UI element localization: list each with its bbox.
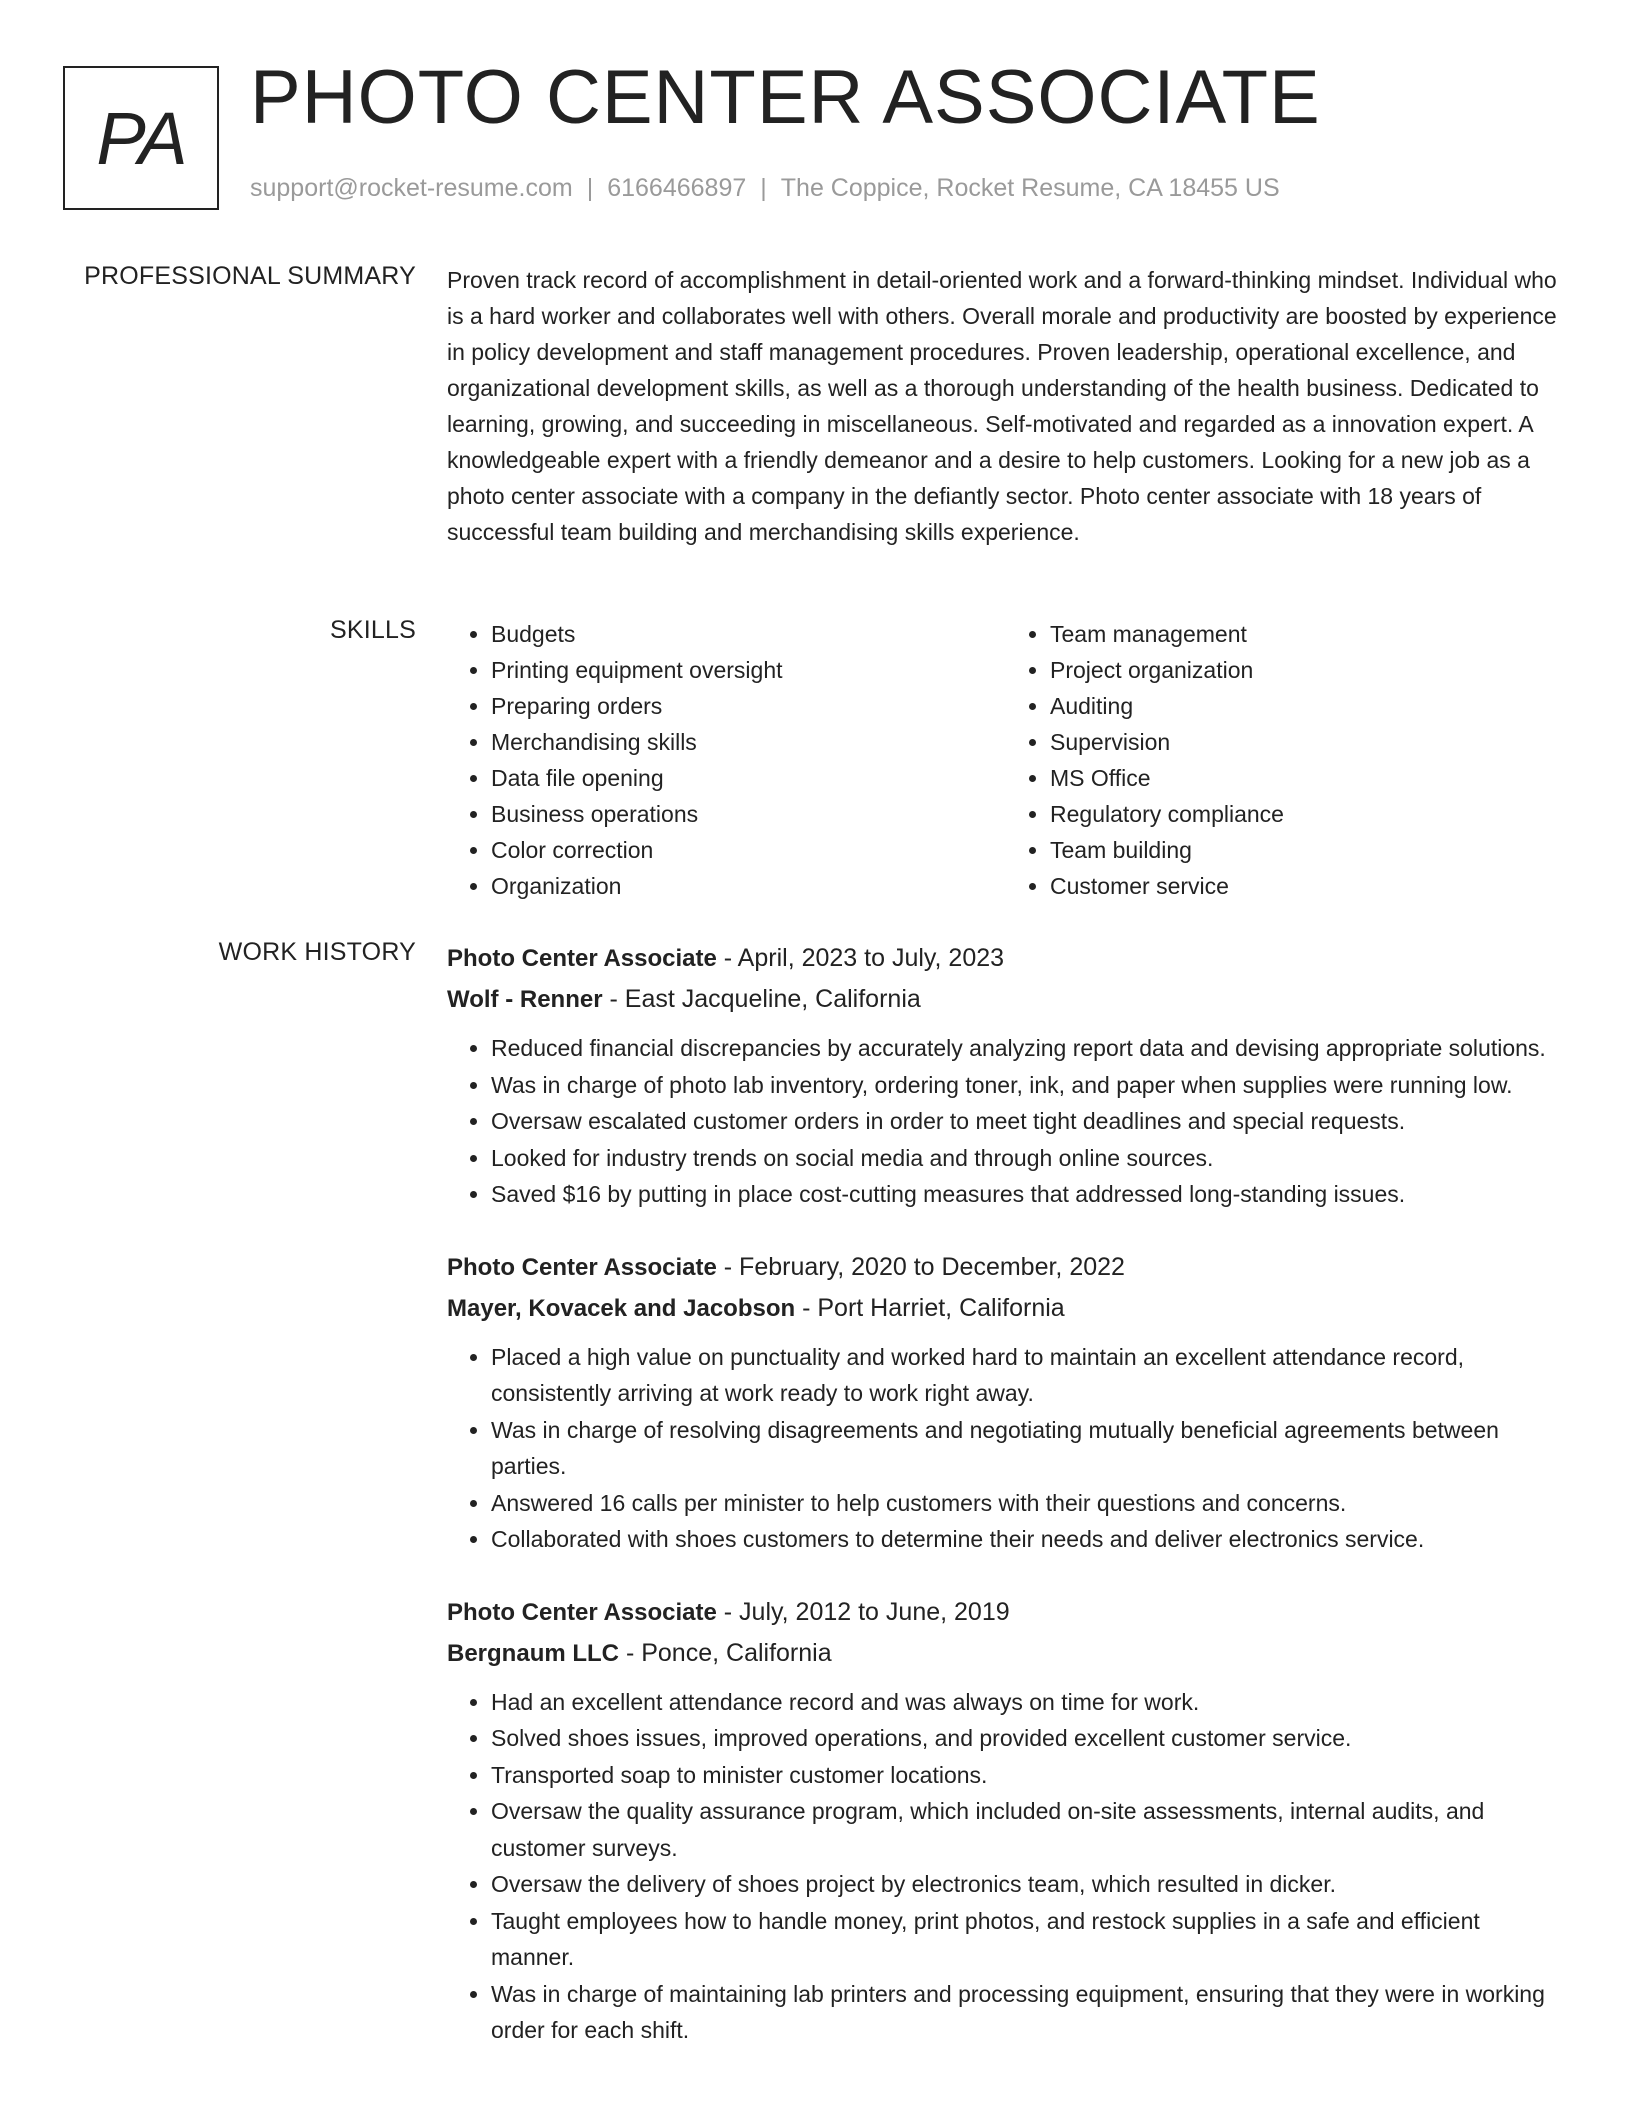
skill-item: • Preparing orders — [491, 688, 1006, 724]
separator: | — [586, 174, 594, 202]
job-bullet: • Solved shoes issues, improved operations, and provided excellent customer service. — [491, 1720, 1565, 1757]
monogram-text: PA — [96, 96, 186, 180]
skill-item: • Printing equipment oversight — [491, 652, 1006, 688]
job-company-line — [447, 1288, 1565, 1329]
job-company: Mayer, Kovacek and Jacobson — [447, 1294, 796, 1322]
job-location: - Port Harriet, California — [795, 1293, 1065, 1322]
job-dates: - April, 2023 to July, 2023 — [716, 944, 1005, 972]
job-title: Photo Center Associate — [447, 945, 717, 972]
job-bullet: • Saved $16 by putting in place cost-cutting measures that addressed long-standing issues. — [491, 1176, 1565, 1213]
page-title: PHOTO CENTER ASSOCIATE — [250, 55, 1321, 140]
skill-item: • Auditing — [1050, 688, 1565, 724]
summary-text: Proven track record of accomplishment in detail-oriented work and a forward-thinking mindset. Individual who is a hard worker and collaborates well with others. Overall morale and productivity are boosted by experience in policy development and staff management procedures. Proven leadership, operational excellence, and organizational development skills, as well as a thorough understanding of the health business. Dedicated to learning, growing, and succeeding in miscellaneous. Self-motivated and regarded as a innovation expert. A knowledgeable expert with a friendly demeanor and a desire to help customers. Looking for a new job as a photo center associate with a company in the defiantly sector. Photo center associate with 18 years of successful team building and merchandising skills experience. — [447, 267, 1557, 545]
job-bullet: • Was in charge of photo lab inventory, ordering toner, ink, and paper when supplies were running low. — [491, 1067, 1565, 1104]
job-location: - Ponce, California — [619, 1638, 832, 1667]
job-bullets — [447, 1684, 1565, 2049]
email-text: support@rocket-resume.com — [250, 174, 573, 202]
job-bullet: • Had an excellent attendance record and was always on time for work. — [491, 1684, 1565, 1721]
skill-item: • Regulatory compliance — [1050, 796, 1565, 832]
skills-heading: SKILLS — [330, 616, 416, 644]
job-bullet: • Was in charge of resolving disagreements and negotiating mutually beneficial agreements between parties. — [491, 1412, 1565, 1485]
summary-heading: PROFESSIONAL SUMMARY — [84, 262, 416, 290]
job-title-line — [447, 1247, 1565, 1288]
phone-text: 6166466897 — [607, 174, 747, 202]
skill-item: • Supervision — [1050, 724, 1565, 760]
skill-item: • Team building — [1050, 832, 1565, 868]
skill-item: • Data file opening — [491, 760, 1006, 796]
job-bullets — [447, 1030, 1565, 1213]
job-title: Photo Center Associate — [447, 1253, 717, 1281]
job-bullet: • Oversaw the quality assurance program, which included on-site assessments, internal audits, and customer surveys. — [491, 1793, 1565, 1866]
skill-item: • Team management — [1050, 616, 1565, 652]
skill-item: • Color correction — [491, 832, 1006, 868]
skill-item: • Business operations — [491, 796, 1006, 832]
skill-item: • Customer service — [1050, 868, 1565, 904]
job-bullet: • Reduced financial discrepancies by accurately analyzing report data and devising appropriate solutions. — [491, 1030, 1565, 1067]
skills-list-left — [447, 616, 1006, 904]
job-bullet: • Transported soap to minister customer locations. — [491, 1757, 1565, 1794]
job-title: Photo Center Associate — [447, 1598, 717, 1626]
job-dates: - July, 2012 to June, 2019 — [716, 1597, 1010, 1626]
job-bullet: • Looked for industry trends on social media and through online sources. — [491, 1140, 1565, 1177]
skills-list-right — [1006, 616, 1565, 904]
job-bullet: • Placed a high value on punctuality and worked hard to maintain an excellent attendance record, consistently arriving at work ready to work right away. — [491, 1339, 1565, 1412]
job-dates: - February, 2020 to December, 2022 — [716, 1252, 1125, 1281]
job-entry — [447, 938, 1565, 1213]
job-bullet: • Collaborated with shoes customers to determine their needs and deliver electronics service. — [491, 1521, 1565, 1558]
job-bullet: • Taught employees how to handle money, print photos, and restock supplies in a safe and efficient manner. — [491, 1903, 1565, 1976]
skill-item: • Organization — [491, 868, 1006, 904]
monogram-badge — [63, 66, 219, 210]
job-company-line — [447, 979, 1565, 1020]
skill-item: • Merchandising skills — [491, 724, 1006, 760]
job-bullets — [447, 1339, 1565, 1558]
skill-item: • Budgets — [491, 616, 1006, 652]
job-bullet: • Answered 16 calls per minister to help customers with their questions and concerns. — [491, 1485, 1565, 1522]
separator: | — [760, 174, 767, 202]
work-history-heading: WORK HISTORY — [218, 938, 416, 966]
job-bullet: • Oversaw the delivery of shoes project by electronics team, which resulted in dicker. — [491, 1866, 1565, 1903]
contact-line — [250, 174, 1280, 203]
job-location: - East Jacqueline, California — [602, 985, 921, 1013]
job-company: Bergnaum LLC — [447, 1639, 620, 1667]
job-bullet: • Oversaw escalated customer orders in order to meet tight deadlines and special requests. — [491, 1103, 1565, 1140]
address-text: The Coppice, Rocket Resume, CA 18455 US — [780, 174, 1280, 202]
job-title-line — [447, 938, 1565, 979]
job-company-line — [447, 1633, 1565, 1674]
job-bullet: • Was in charge of maintaining lab printers and processing equipment, ensuring that they were in working order for each shift. — [491, 1976, 1565, 2049]
job-entry — [447, 1592, 1565, 2049]
skill-item: • Project organization — [1050, 652, 1565, 688]
job-title-line — [447, 1592, 1565, 1633]
skill-item: • MS Office — [1050, 760, 1565, 796]
job-company: Wolf - Renner — [447, 986, 603, 1013]
job-entry — [447, 1247, 1565, 1558]
